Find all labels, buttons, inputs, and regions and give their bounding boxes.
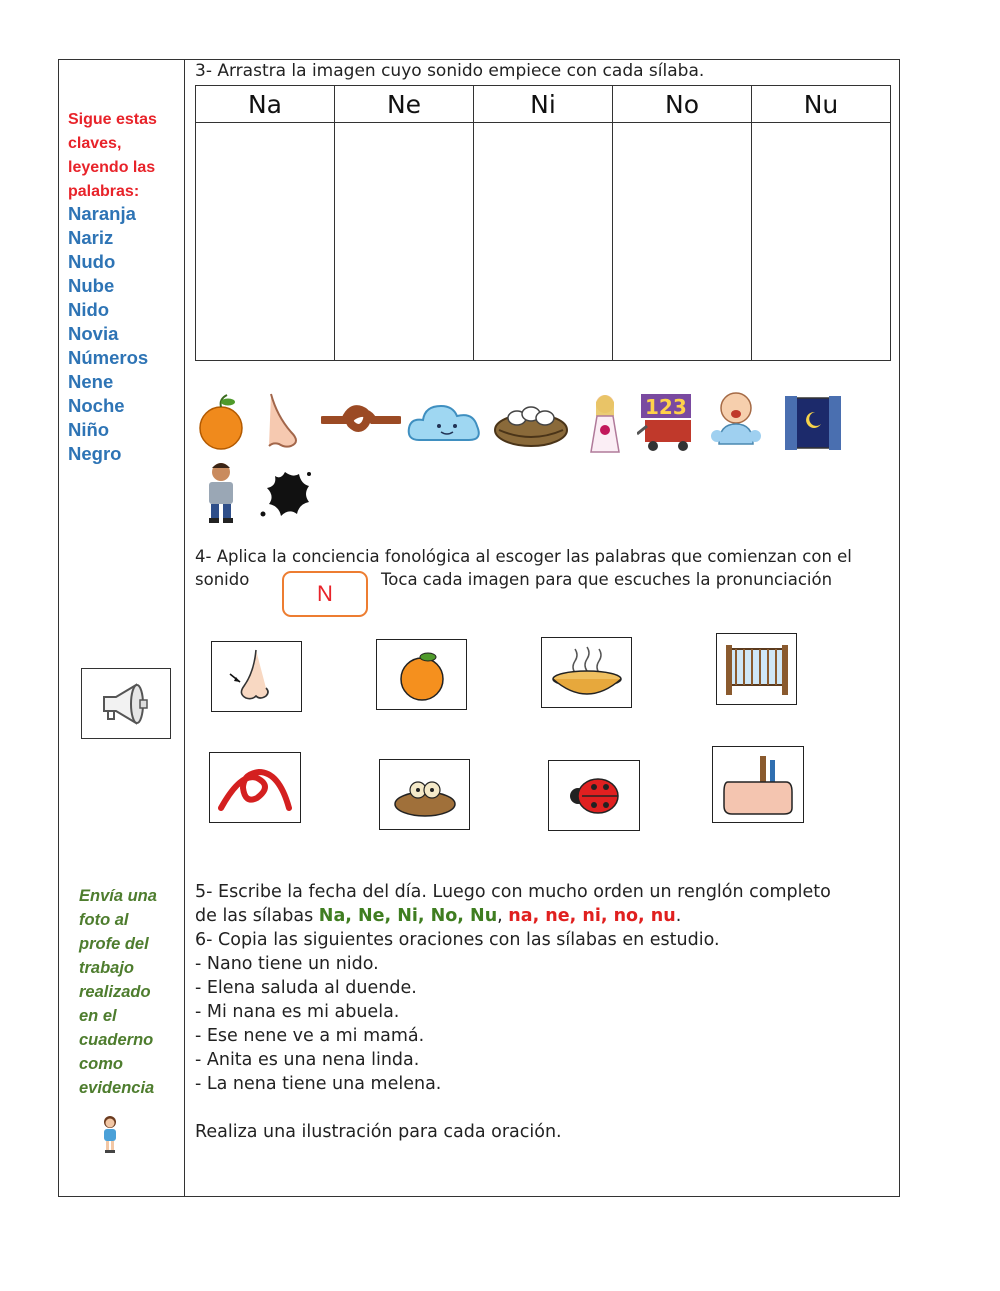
card-pencil-case[interactable] [712,746,804,823]
card-soup-bowl[interactable] [541,637,632,708]
exercise-5-line-2 [195,904,900,928]
ladybug-icon [564,771,624,821]
orange-icon [392,645,452,705]
keys-intro: Sigue estas claves, leyendo las palabras: [68,111,157,200]
keyword: Nube [68,275,115,296]
keyword: Naranja [68,203,136,224]
sentence: - Nano tiene un nido. [195,954,379,974]
crib-icon [722,639,792,699]
drop-zone-ni[interactable] [474,123,613,361]
column-divider [184,59,185,1197]
exercise-5-prefix: de las sílabas [195,906,319,926]
nest-icon[interactable] [491,390,571,452]
keyword: Niño [68,419,110,440]
orange-icon[interactable] [195,390,247,452]
drop-zone-nu[interactable] [752,123,891,361]
bride-icon[interactable] [577,390,633,454]
card-nest[interactable] [379,759,470,830]
keyword: Nido [68,299,110,320]
sentence: - La nena tiene una melena. [195,1074,442,1094]
syllable-header: Na [196,86,335,123]
lowercase-syllables: na, ne, ni, no, nu [508,906,676,926]
cloud-icon[interactable] [407,398,487,446]
exercise-5-line-1: 5- Escribe la fecha del día. Luego con mucho orden un renglón completo [195,882,831,902]
syllable-table [195,85,891,361]
keyword: Novia [68,323,119,344]
keyword: Nene [68,371,114,392]
syllable-header: Nu [752,86,891,123]
drop-zone-na[interactable] [196,123,335,361]
ink-blot-icon[interactable] [257,466,313,522]
drop-zone-ne[interactable] [335,123,474,361]
exercise-4-title: 4- Aplica la conciencia fonológica al escoger las palabras que comienzan con el sonido [195,547,852,589]
boy-icon[interactable] [195,460,247,526]
nest-icon [390,770,460,820]
closing-instruction: Realiza una ilustración para cada oración. [195,1122,562,1142]
card-ladybug[interactable] [548,760,640,831]
card-crib[interactable] [716,633,797,705]
keyword: Noche [68,395,125,416]
nose-icon [222,644,292,710]
uppercase-syllables: Na, Ne, Ni, No, Nu [318,906,498,926]
drop-zone-no[interactable] [613,123,752,361]
baby-icon[interactable] [701,384,771,454]
exercise-6-title: 6- Copia las siguientes oraciones con las sílabas en estudio. [195,930,720,950]
card-orange[interactable] [376,639,467,710]
sentence: - Ese nene ve a mi mamá. [195,1026,425,1046]
send-evidence-note: Envía una foto al profe del trabajo realizado en el cuaderno como evidencia [79,887,157,1097]
pencil-case-icon [720,752,796,818]
keyword: Nudo [68,251,116,272]
sound-n-button[interactable]: N [282,571,368,617]
girl-icon [98,1114,122,1156]
syllable-header: Ne [335,86,474,123]
exercise-4-instruction: Toca cada imagen para que escuches la pronunciación [381,570,833,589]
sentence: - Anita es una nena linda. [195,1050,420,1070]
numbers-icon[interactable] [637,390,695,452]
sentence: - Mi nana es mi abuela. [195,1002,400,1022]
syllable-header: Ni [474,86,613,123]
exercise-5-end: . [675,906,682,926]
keyword-list [68,202,148,466]
keyword: Números [68,347,149,368]
night-window-icon[interactable] [783,394,843,452]
sentence: - Elena saluda al duende. [195,978,417,998]
exercise-5-separator: , [497,906,509,926]
spacer [195,1096,900,1120]
svg-text:123: 123 [645,395,687,419]
soup-bowl-icon [549,643,625,703]
exercise-3-title: 3- Arrastra la imagen cuyo sonido empiece con cada sílaba. [195,61,705,81]
nose-icon[interactable] [255,390,313,452]
megaphone-icon [96,679,156,729]
knot-icon[interactable] [321,400,401,440]
keyword: Nariz [68,227,114,248]
knot-icon [217,758,293,818]
card-knot[interactable] [209,752,301,823]
keyword: Negro [68,443,122,464]
syllable-header: No [613,86,752,123]
card-nose[interactable] [211,641,302,712]
exercise-5-6-text [195,880,900,1144]
speaker-button[interactable] [81,668,171,739]
